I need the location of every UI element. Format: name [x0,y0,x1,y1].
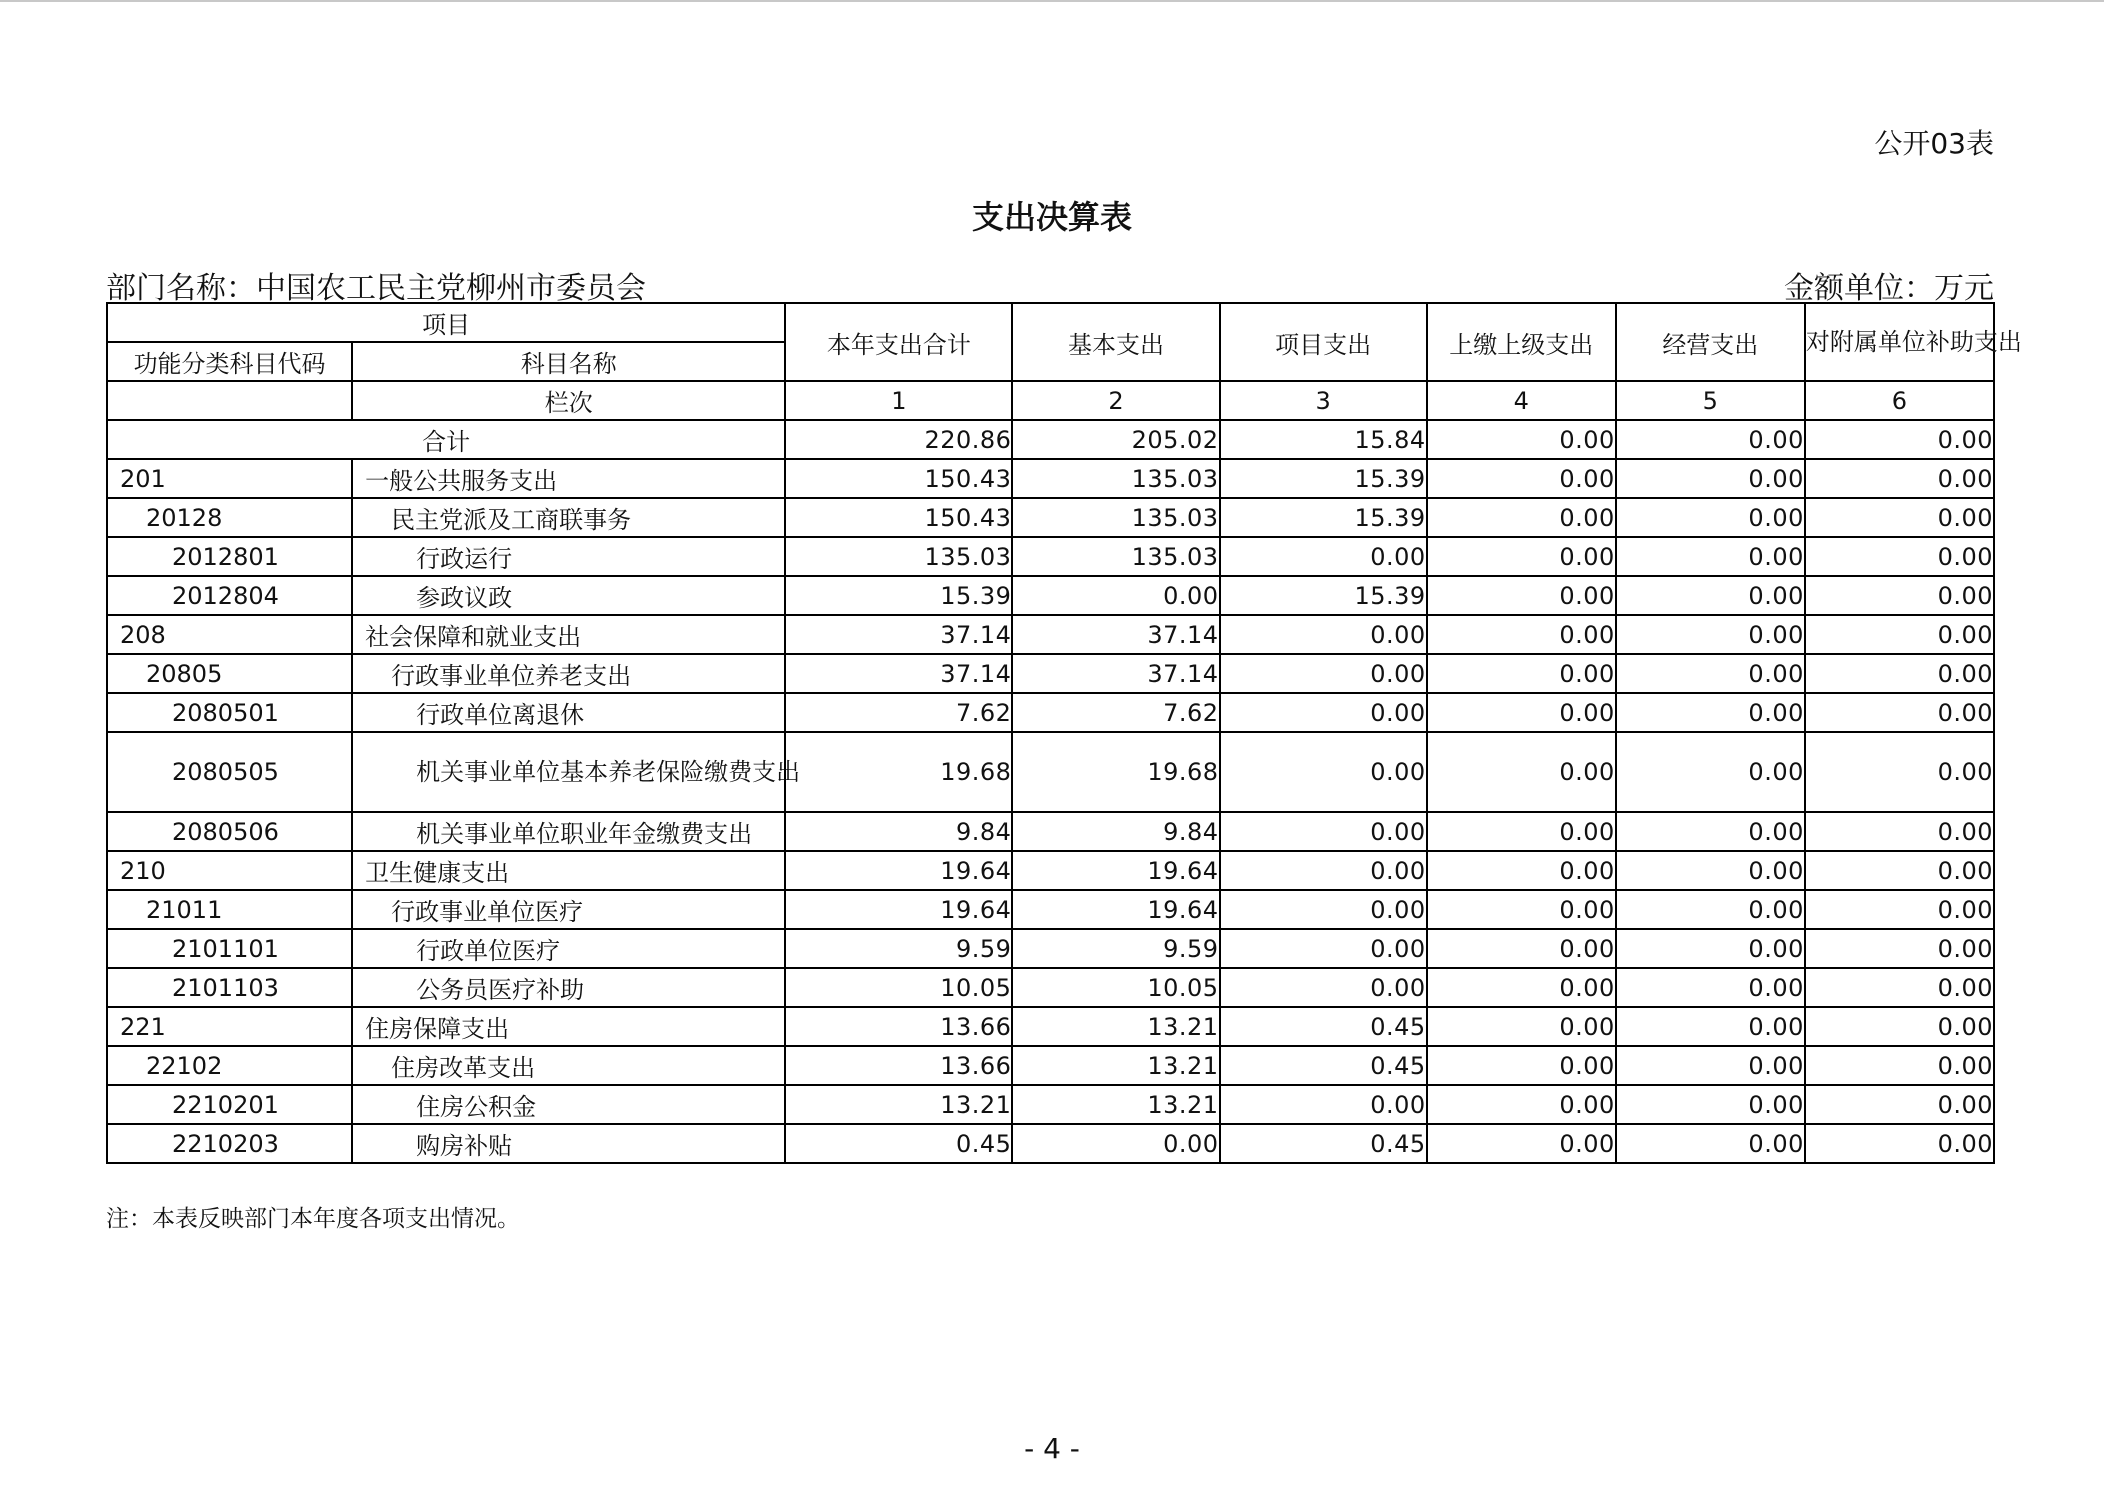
amount-cell: 0.00 [1427,1046,1616,1085]
subject-code: 221 [107,1007,352,1046]
table-row [107,576,1994,615]
table-row [107,1046,1994,1085]
amount-cell: 0.00 [1427,732,1616,812]
table-row [107,498,1994,537]
amount-cell: 135.03 [1012,537,1219,576]
amount-cell: 135.03 [785,537,1012,576]
amount-cell: 0.00 [1427,693,1616,732]
column-index-4: 4 [1427,381,1616,420]
form-number: 公开03表 [1874,127,1994,160]
amount-cell: 0.00 [1427,968,1616,1007]
page-title: 支出决算表 [971,198,1132,236]
amount-cell: 0.00 [1805,537,1994,576]
amount-cell: 13.66 [785,1007,1012,1046]
amount-cell: 0.45 [1220,1124,1427,1163]
amount-cell: 135.03 [1012,459,1219,498]
column-index-row [107,381,1994,420]
subject-name: 公务员医疗补助 [352,968,785,1007]
amount-cell: 37.14 [1012,654,1219,693]
subject-name: 行政事业单位医疗 [352,890,785,929]
subject-name: 行政事业单位养老支出 [352,654,785,693]
amount-cell: 0.00 [1805,732,1994,812]
total-value: 205.02 [1012,420,1219,459]
amount-cell: 19.64 [785,851,1012,890]
table-row [107,851,1994,890]
amount-cell: 0.00 [1220,968,1427,1007]
amount-cell: 37.14 [785,654,1012,693]
subject-code: 208 [107,615,352,654]
amount-cell: 37.14 [785,615,1012,654]
column-index-blank [107,381,352,420]
amount-cell: 0.00 [1616,732,1805,812]
amount-cell: 0.00 [1616,929,1805,968]
subject-name: 行政单位离退休 [352,693,785,732]
header-col-basic: 基本支出 [1012,303,1219,381]
amount-cell: 0.00 [1427,812,1616,851]
amount-cell: 9.84 [1012,812,1219,851]
amount-cell: 0.00 [1220,732,1427,812]
total-value: 0.00 [1616,420,1805,459]
amount-cell: 13.21 [1012,1085,1219,1124]
amount-cell: 0.00 [1427,459,1616,498]
amount-cell: 19.64 [785,890,1012,929]
subject-name: 住房改革支出 [352,1046,785,1085]
amount-cell: 7.62 [785,693,1012,732]
amount-cell: 0.00 [1616,1124,1805,1163]
amount-cell: 13.21 [1012,1046,1219,1085]
expenditure-table [106,302,2022,1164]
subject-code: 21011 [107,890,352,929]
top-border-line [0,0,2104,2]
subject-name: 住房保障支出 [352,1007,785,1046]
subject-code: 2210201 [107,1085,352,1124]
amount-cell: 0.00 [1220,890,1427,929]
subject-code: 2012801 [107,537,352,576]
subject-code: 201 [107,459,352,498]
amount-cell: 0.00 [1616,693,1805,732]
amount-cell: 7.62 [1012,693,1219,732]
header-row-1 [107,303,1994,342]
amount-cell: 0.00 [1427,654,1616,693]
table-row [107,654,1994,693]
table-row [107,537,1994,576]
amount-cell: 0.00 [1805,654,1994,693]
amount-cell: 0.00 [1427,615,1616,654]
amount-cell: 0.00 [1220,1085,1427,1124]
amount-cell: 0.45 [1220,1046,1427,1085]
subject-code: 20805 [107,654,352,693]
total-row [107,420,1994,459]
amount-cell: 15.39 [1220,576,1427,615]
amount-cell: 0.45 [785,1124,1012,1163]
table-row [107,929,1994,968]
subject-name: 参政议政 [352,576,785,615]
amount-cell: 19.68 [785,732,1012,812]
amount-cell: 0.45 [1220,1007,1427,1046]
column-index-1: 1 [785,381,1012,420]
amount-cell: 0.00 [1616,615,1805,654]
amount-cell: 0.00 [1616,968,1805,1007]
amount-cell: 0.00 [1220,654,1427,693]
amount-cell: 0.00 [1220,615,1427,654]
table-row [107,812,1994,851]
column-index-6: 6 [1805,381,1994,420]
amount-cell: 10.05 [785,968,1012,1007]
amount-cell: 10.05 [1012,968,1219,1007]
subject-code: 2012804 [107,576,352,615]
page-number: - 4 - [1024,1432,1080,1465]
subject-code: 20128 [107,498,352,537]
table-row [107,693,1994,732]
amount-cell: 0.00 [1427,1085,1616,1124]
amount-cell: 0.00 [1805,1007,1994,1046]
amount-cell: 9.59 [785,929,1012,968]
amount-cell: 0.00 [1616,1007,1805,1046]
amount-cell: 0.00 [1805,1124,1994,1163]
amount-cell: 0.00 [1427,1124,1616,1163]
amount-cell: 19.64 [1012,890,1219,929]
subject-name: 卫生健康支出 [352,851,785,890]
header-col-remit: 上缴上级支出 [1427,303,1616,381]
subject-code: 210 [107,851,352,890]
amount-cell: 0.00 [1220,929,1427,968]
table-row [107,732,1994,812]
subject-code: 2101101 [107,929,352,968]
column-index-label: 栏次 [352,381,785,420]
amount-cell: 0.00 [1616,654,1805,693]
amount-cell: 150.43 [785,459,1012,498]
subject-name: 购房补贴 [352,1124,785,1163]
header-col-total: 本年支出合计 [785,303,1012,381]
amount-cell: 0.00 [1805,498,1994,537]
table-row [107,1124,1994,1163]
amount-cell: 37.14 [1012,615,1219,654]
amount-cell: 15.39 [1220,459,1427,498]
header-col-operating: 经营支出 [1616,303,1805,381]
amount-cell: 0.00 [1427,498,1616,537]
amount-cell: 0.00 [1427,1007,1616,1046]
amount-cell: 15.39 [1220,498,1427,537]
amount-cell: 0.00 [1616,576,1805,615]
amount-cell: 0.00 [1616,1085,1805,1124]
amount-cell: 0.00 [1616,498,1805,537]
amount-cell: 0.00 [1012,1124,1219,1163]
amount-cell: 9.84 [785,812,1012,851]
amount-cell: 0.00 [1805,1046,1994,1085]
subject-code: 2080501 [107,693,352,732]
amount-cell: 13.21 [785,1085,1012,1124]
amount-cell: 13.66 [785,1046,1012,1085]
subject-code: 2101103 [107,968,352,1007]
subject-name: 行政运行 [352,537,785,576]
department-name: 部门名称：中国农工民主党柳州市委员会 [106,271,646,306]
amount-cell: 0.00 [1220,851,1427,890]
amount-cell: 0.00 [1616,851,1805,890]
header-col-project: 项目支出 [1220,303,1427,381]
header-code: 功能分类科目代码 [107,342,352,381]
column-index-5: 5 [1616,381,1805,420]
amount-cell: 0.00 [1427,851,1616,890]
amount-cell: 0.00 [1427,890,1616,929]
table-note: 注：本表反映部门本年度各项支出情况。 [106,1206,520,1232]
subject-name: 住房公积金 [352,1085,785,1124]
amount-cell: 0.00 [1805,851,1994,890]
amount-cell: 9.59 [1012,929,1219,968]
amount-cell: 0.00 [1616,812,1805,851]
subject-name: 行政单位医疗 [352,929,785,968]
subject-code: 2210203 [107,1124,352,1163]
amount-cell: 15.39 [785,576,1012,615]
subject-name: 民主党派及工商联事务 [352,498,785,537]
header-name: 科目名称 [352,342,785,381]
amount-cell: 0.00 [1805,1085,1994,1124]
amount-cell: 0.00 [1012,576,1219,615]
total-value: 0.00 [1805,420,1994,459]
subject-name: 机关事业单位基本养老保险缴费支出 [352,732,785,812]
amount-unit: 金额单位：万元 [1784,271,1994,306]
amount-cell: 0.00 [1427,576,1616,615]
total-value: 15.84 [1220,420,1427,459]
total-label: 合计 [107,420,785,459]
subject-name: 一般公共服务支出 [352,459,785,498]
amount-cell: 0.00 [1805,929,1994,968]
amount-cell: 0.00 [1805,459,1994,498]
amount-cell: 0.00 [1805,693,1994,732]
total-value: 0.00 [1427,420,1616,459]
table-row [107,968,1994,1007]
amount-cell: 0.00 [1220,537,1427,576]
subject-name: 社会保障和就业支出 [352,615,785,654]
amount-cell: 19.64 [1012,851,1219,890]
subject-code: 22102 [107,1046,352,1085]
amount-cell: 150.43 [785,498,1012,537]
amount-cell: 19.68 [1012,732,1219,812]
amount-cell: 13.21 [1012,1007,1219,1046]
amount-cell: 0.00 [1805,615,1994,654]
amount-cell: 0.00 [1616,1046,1805,1085]
amount-cell: 0.00 [1805,576,1994,615]
amount-cell: 0.00 [1220,812,1427,851]
header-item: 项目 [107,303,785,342]
column-index-2: 2 [1012,381,1219,420]
amount-cell: 0.00 [1805,812,1994,851]
amount-cell: 0.00 [1616,537,1805,576]
amount-cell: 135.03 [1012,498,1219,537]
table-row [107,1085,1994,1124]
table-row [107,1007,1994,1046]
total-value: 220.86 [785,420,1012,459]
subject-code: 2080506 [107,812,352,851]
table-row [107,890,1994,929]
amount-cell: 0.00 [1427,929,1616,968]
amount-cell: 0.00 [1616,890,1805,929]
amount-cell: 0.00 [1427,537,1616,576]
subject-name: 机关事业单位职业年金缴费支出 [352,812,785,851]
table-row [107,459,1994,498]
table-row [107,615,1994,654]
amount-cell: 0.00 [1220,693,1427,732]
column-index-3: 3 [1220,381,1427,420]
amount-cell: 0.00 [1805,890,1994,929]
amount-cell: 0.00 [1616,459,1805,498]
header-col-subsidy: 对附属单位补助支出 [1805,303,1994,381]
amount-cell: 0.00 [1805,968,1994,1007]
subject-code: 2080505 [107,732,352,812]
